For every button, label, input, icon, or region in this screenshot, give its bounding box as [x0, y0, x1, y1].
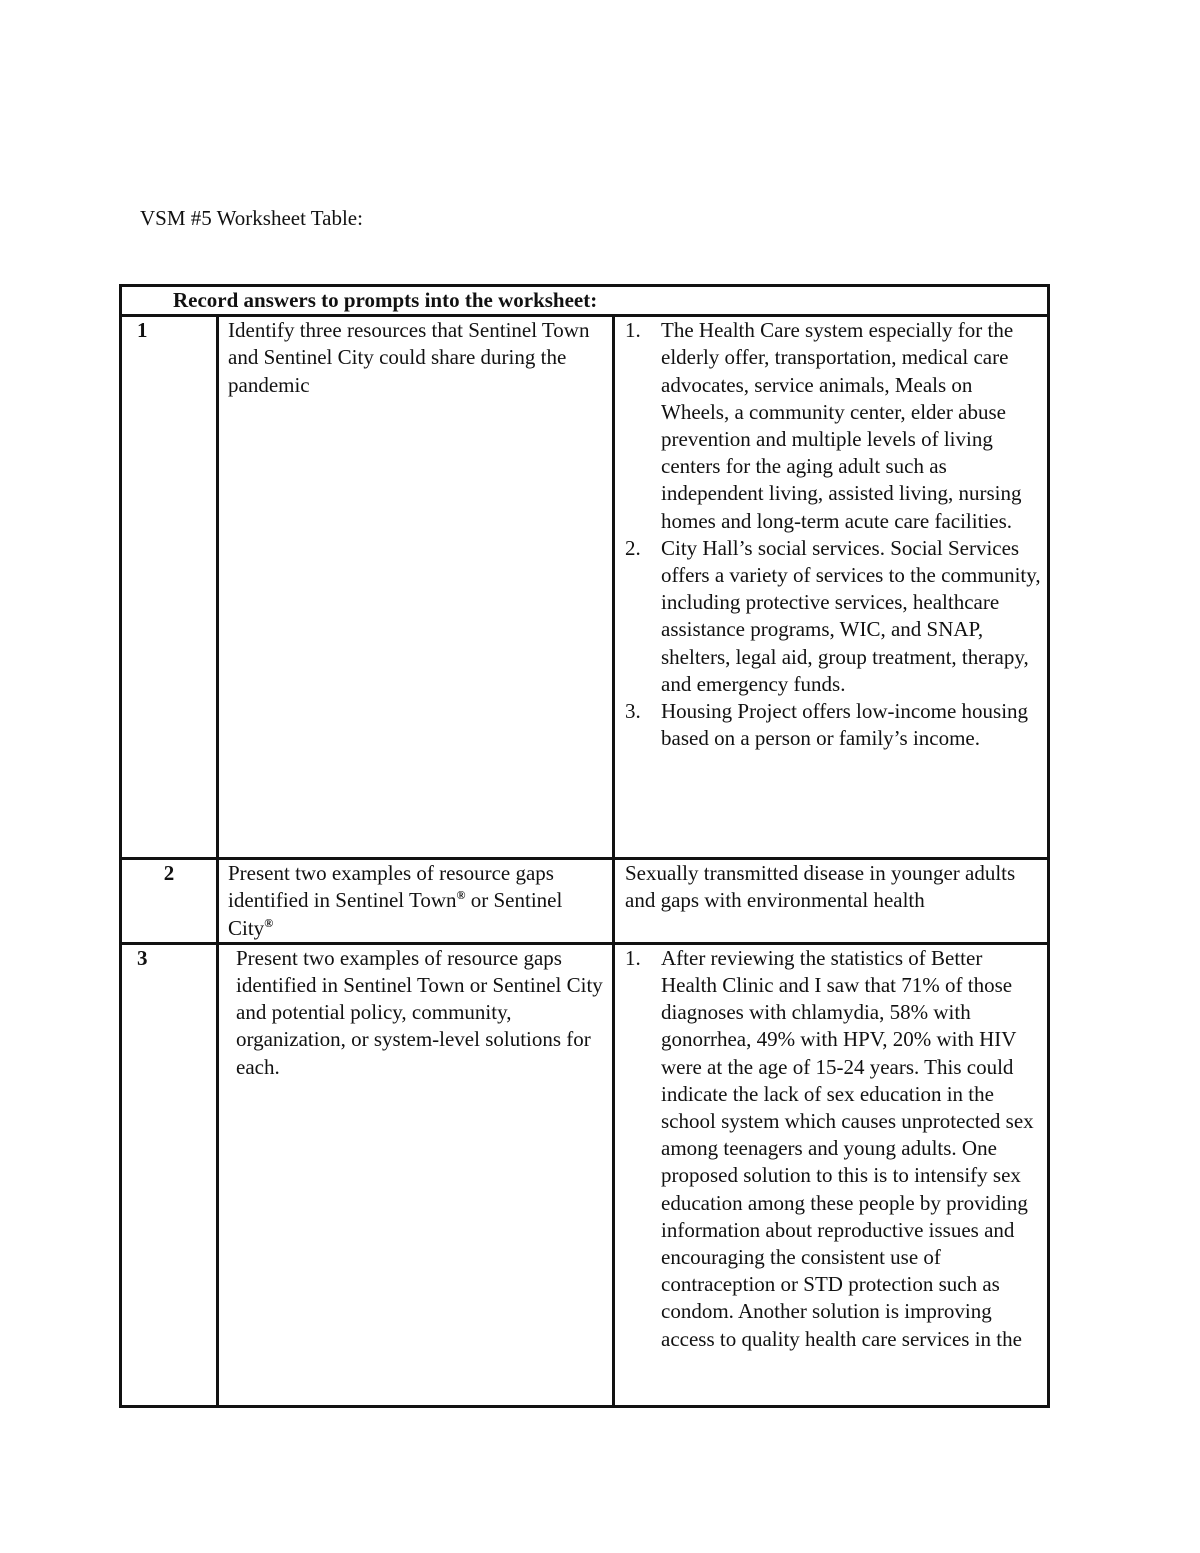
list-item-text: City Hall’s social services. Social Services offers a variety of services to the community, including protective services, healthcare assistance programs, WIC, and SNAP, shelters, legal aid, group treatment, therapy, and emergency funds. — [661, 535, 1041, 696]
answer-cell: Sexually transmitted disease in younger adults and gaps with environmental health — [614, 859, 1049, 944]
table-row — [121, 859, 1049, 944]
registered-mark: ® — [456, 888, 466, 903]
row-number: 1 — [121, 316, 218, 859]
prompt-text-part2: or Sentinel City — [228, 888, 563, 940]
table-row — [121, 943, 1049, 1406]
prompt-text-part1: Present two examples of resource gaps identified in Sentinel Town — [228, 861, 554, 913]
list-item — [625, 535, 1041, 698]
list-item-text: The Health Care system especially for the elderly offer, transportation, medical care advocates, service animals, Meals on Wheels, a community center, elder abuse prevention and multiple levels of living centers for the aging adult such as independent living, assisted living, nursing homes and long-term acute care facilities. — [661, 318, 1022, 533]
answer-list — [625, 945, 1041, 1353]
prompt-cell — [218, 859, 614, 944]
document-title: VSM #5 Worksheet Table: — [140, 206, 363, 230]
list-item-number: 2. — [625, 535, 641, 560]
worksheet-table — [119, 284, 1050, 1408]
answer-list — [625, 317, 1041, 752]
prompt-cell: Identify three resources that Sentinel Town and Sentinel City could share during the pandemic — [218, 316, 614, 859]
row-number: 3 — [121, 943, 218, 1406]
row-number: 2 — [121, 859, 218, 944]
registered-mark: ® — [264, 915, 274, 930]
table-header-row — [121, 286, 1049, 316]
list-item — [625, 945, 1041, 1353]
list-item — [625, 698, 1041, 752]
list-item-number: 1. — [625, 945, 641, 970]
answer-cell — [614, 943, 1049, 1406]
list-item — [625, 317, 1041, 535]
list-item-text: Housing Project offers low-income housing based on a person or family’s income. — [661, 699, 1029, 751]
table-row — [121, 316, 1049, 859]
list-item-number: 3. — [625, 699, 641, 724]
list-item-text: After reviewing the statistics of Better Health Clinic and I saw that 71% of those diagnoses with chlamydia, 58% with gonorrhea, 49% with HPV, 20% with HIV were at the age of 15-24 years. This could indicate the lack of sex education in the school system which causes unprotected sex among teenagers and young adults. One proposed solution to this is to intensify sex education among these people by providing information about reproductive issues and encouraging the consistent use of contraception or STD protection such as condom. Another solution is improving access to quality health care services in the — [661, 945, 1034, 1351]
list-item-number: 1. — [625, 318, 641, 343]
table-header: Record answers to prompts into the worksheet: — [121, 286, 1049, 316]
prompt-cell: Present two examples of resource gaps identified in Sentinel Town or Sentinel City and potential policy, community, organization, or system-level solutions for each. — [218, 943, 614, 1406]
answer-clip — [625, 945, 1041, 1405]
answer-cell — [614, 316, 1049, 859]
